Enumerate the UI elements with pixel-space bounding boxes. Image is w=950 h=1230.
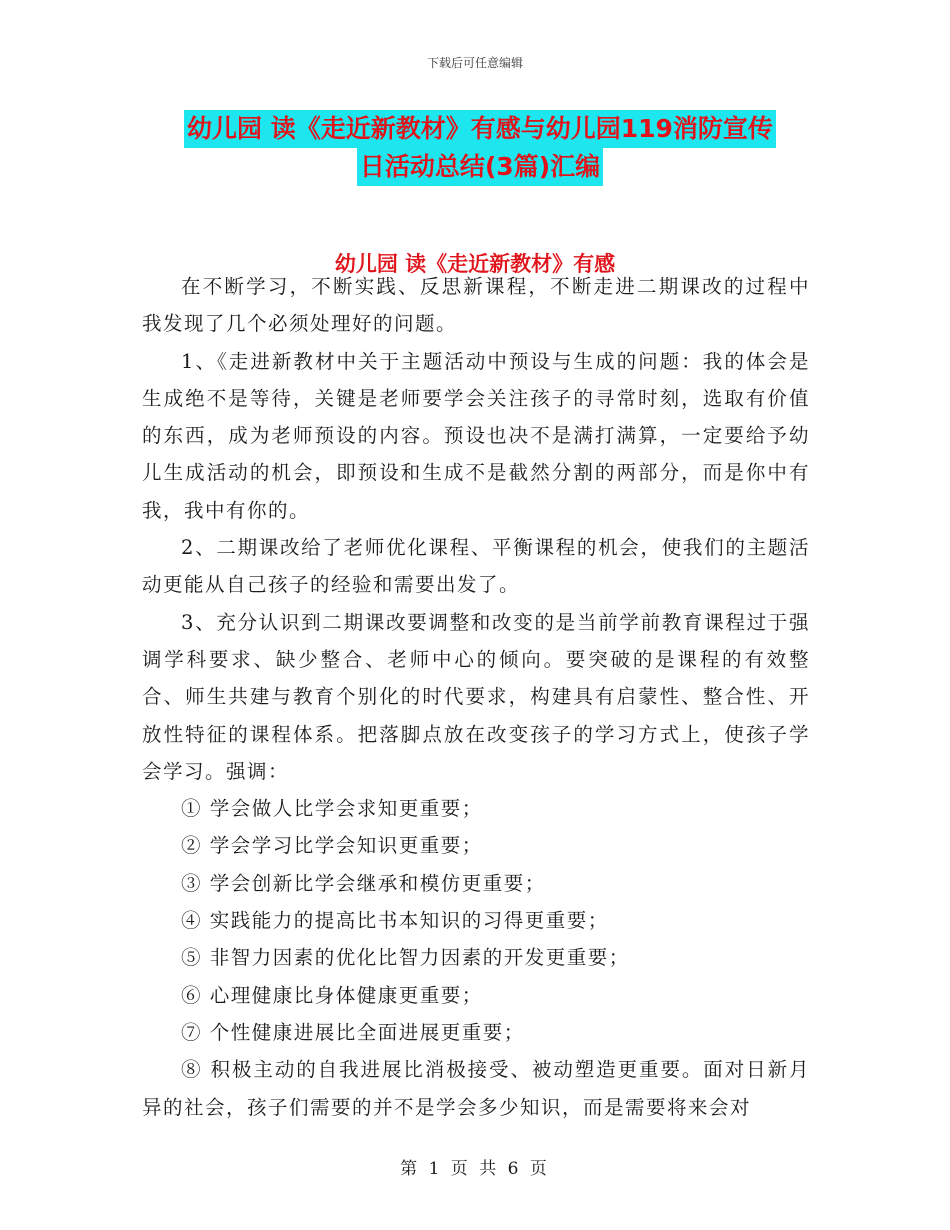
paragraph: ⑧ 积极主动的自我进展比消极接受、被动塑造更重要。面对日新月异的社会，孩子们需要的并不是学会多少知识，而是需要将来会对 <box>142 1058 810 1119</box>
page-header: 下载后可任意编辑 <box>426 56 523 70</box>
list-item: ① 学会做人比学会求知更重要； <box>181 797 483 821</box>
paragraph: 3、充分认识到二期课改要调整和改变的是当前学前教育课程过于强调学科要求、缺少整合、老师中心的倾向。要突破的是课程的有效整合、师生共建与教育个别化的时代要求，构建具有启蒙性、整合性、开放性特征的课程体系。把落脚点放在改变孩子的学习方式上，使孩子学会学习。强调： <box>142 610 810 783</box>
list-item: ⑥ 心理健康比身体健康更重要； <box>181 983 483 1007</box>
title-line-1: 幼儿园 读《走近新教材》有感与幼儿园119消防宣传 <box>184 110 776 148</box>
list-item: ② 学会学习比学会知识更重要； <box>181 834 483 858</box>
list-item: ⑤ 非智力因素的优化比智力因素的开发更重要； <box>181 946 630 970</box>
paragraph: 在不断学习，不断实践、反思新课程，不断走进二期课改的过程中我发现了几个必须处理好的问题。 <box>142 275 810 336</box>
list-item: ③ 学会创新比学会继承和模仿更重要； <box>181 871 546 895</box>
document-title <box>140 110 820 186</box>
page-footer: 第 1 页 共 6 页 <box>400 1159 550 1179</box>
document-body <box>142 268 810 1126</box>
list-item: ⑦ 个性健康进展比全面进展更重要； <box>181 1020 525 1044</box>
section-title: 幼儿园 读《走近新教材》有感 <box>334 252 616 276</box>
paragraph: 2、二期课改给了老师优化课程、平衡课程的机会，使我们的主题活动更能从自己孩子的经验和需要出发了。 <box>142 536 810 597</box>
title-line-2: 日活动总结(3篇)汇编 <box>357 148 603 186</box>
paragraph: 1、《走进新教材中关于主题活动中预设与生成的问题：我的体会是生成绝不是等待，关键是老师要学会关注孩子的寻常时刻，选取有价值的东西，成为老师预设的内容。预设也决不是满打满算，一定要给予幼儿生成活动的机会，即预设和生成不是截然分割的两部分，而是你中有我，我中有你的。 <box>142 349 810 522</box>
list-item: ④ 实践能力的提高比书本知识的习得更重要； <box>181 909 609 933</box>
